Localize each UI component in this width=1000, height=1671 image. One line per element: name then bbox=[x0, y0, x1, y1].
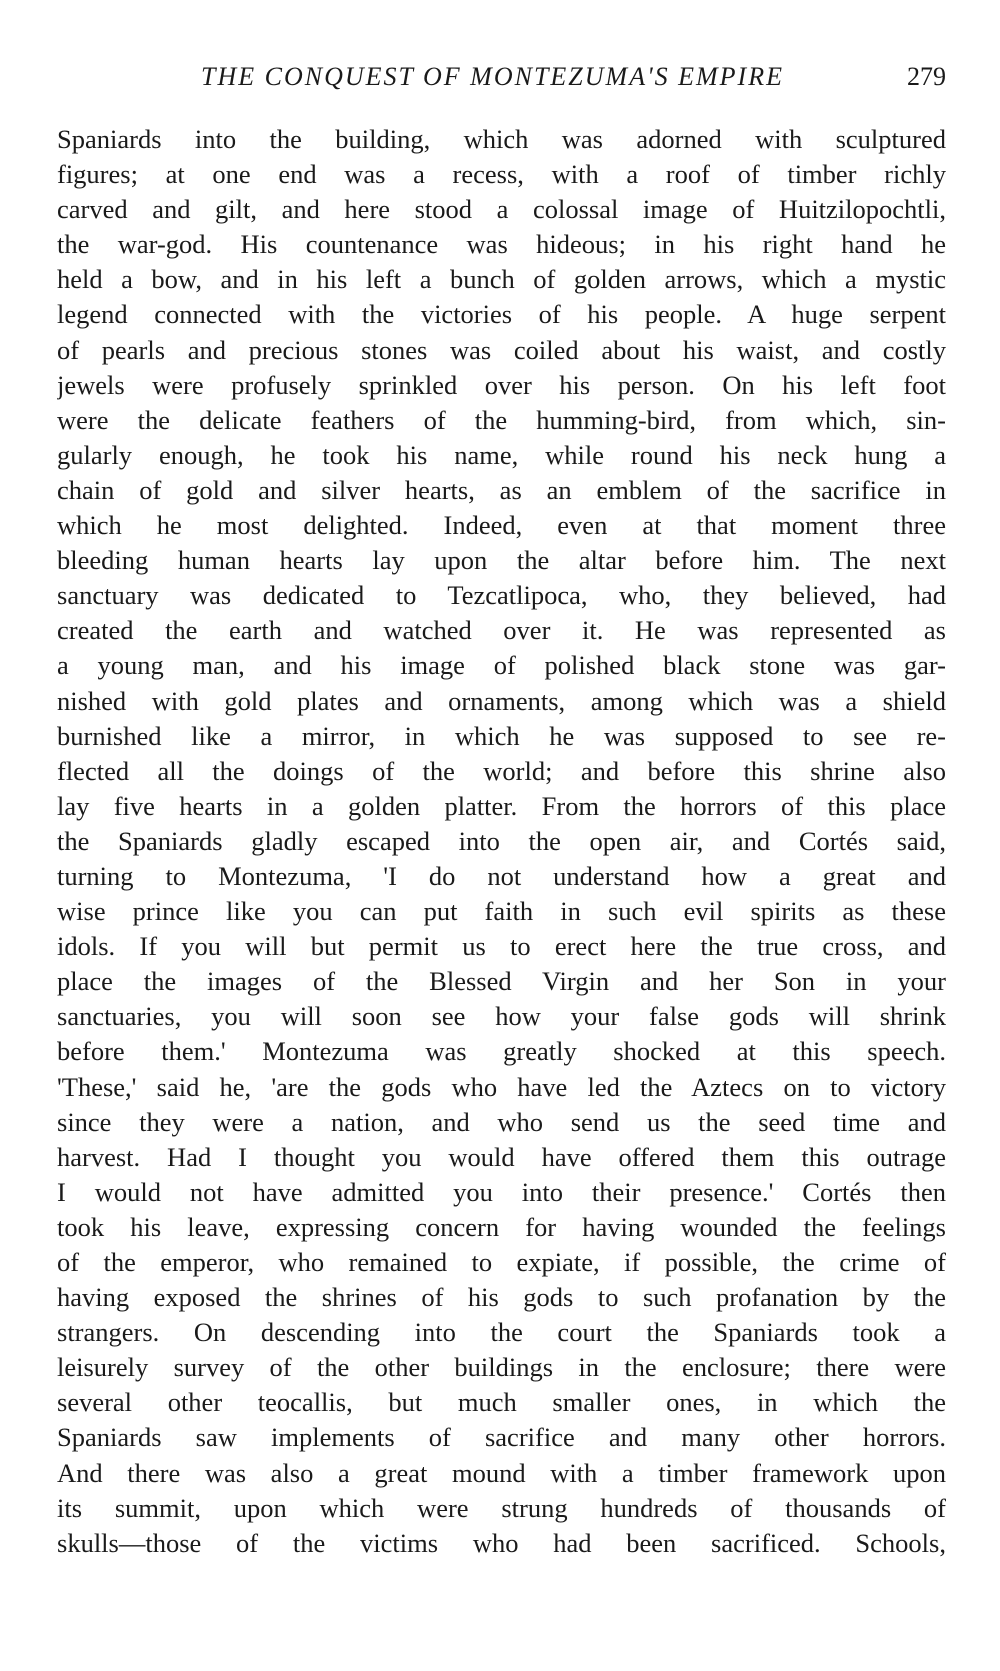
text-line: sanctuary was dedicated to Tezcatlipoca, who, they believed, had bbox=[57, 580, 946, 611]
text-line: jewels were profusely sprinkled over his person. On his left foot bbox=[57, 369, 946, 400]
text-line: leisurely survey of the other buildings in the enclosure; there were bbox=[57, 1352, 946, 1383]
text-line: the war-god. His countenance was hideous; in his right hand he bbox=[57, 229, 946, 260]
text-line: turning to Montezuma, 'I do not understand how a great and bbox=[57, 860, 946, 891]
text-line: sanctuaries, you will soon see how your false gods will shrink bbox=[57, 1001, 946, 1032]
text-line: its summit, upon which were strung hundreds of thousands of bbox=[57, 1492, 946, 1523]
text-line: place the images of the Blessed Virgin and her Son in your bbox=[57, 966, 946, 997]
text-line: having exposed the shrines of his gods to such profanation by the bbox=[57, 1282, 946, 1313]
running-title: THE CONQUEST OF MONTEZUMA'S EMPIRE bbox=[201, 62, 784, 91]
text-line: And there was also a great mound with a timber framework upon bbox=[57, 1457, 946, 1488]
text-line: harvest. Had I thought you would have offered them this outrage bbox=[57, 1141, 946, 1172]
text-line: before them.' Montezuma was greatly shocked at this speech. bbox=[57, 1036, 946, 1067]
text-line: of pearls and precious stones was coiled about his waist, and costly bbox=[57, 334, 946, 365]
text-line: gularly enough, he took his name, while round his neck hung a bbox=[57, 439, 946, 470]
text-line: bleeding human hearts lay upon the altar before him. The next bbox=[57, 545, 946, 576]
text-line: idols. If you will but permit us to erect here the true cross, and bbox=[57, 931, 946, 962]
text-line: were the delicate feathers of the humming-bird, from which, sin- bbox=[57, 404, 946, 435]
text-line: skulls—those of the victims who had been sacrificed. Schools, bbox=[57, 1527, 946, 1558]
text-line: flected all the doings of the world; and before this shrine also bbox=[57, 755, 946, 786]
text-line: 'These,' said he, 'are the gods who have led the Aztecs on to victory bbox=[57, 1071, 946, 1102]
text-line: held a bow, and in his left a bunch of golden arrows, which a mystic bbox=[57, 264, 946, 295]
text-line: strangers. On descending into the court the Spaniards took a bbox=[57, 1317, 946, 1348]
text-line: since they were a nation, and who send us the seed time and bbox=[57, 1106, 946, 1137]
text-line: chain of gold and silver hearts, as an emblem of the sacrifice in bbox=[57, 474, 946, 505]
running-head bbox=[94, 62, 946, 102]
page-number: 279 bbox=[907, 62, 946, 91]
body-text bbox=[57, 122, 946, 1561]
text-line: lay five hearts in a golden platter. From the horrors of this place bbox=[57, 790, 946, 821]
text-line: legend connected with the victories of his people. A huge serpent bbox=[57, 299, 946, 330]
text-line: a young man, and his image of polished black stone was gar- bbox=[57, 650, 946, 681]
text-line: of the emperor, who remained to expiate, if possible, the crime of bbox=[57, 1247, 946, 1277]
text-line: Spaniards into the building, which was adorned with sculptured bbox=[57, 124, 946, 154]
text-line: burnished like a mirror, in which he was supposed to see re- bbox=[57, 720, 946, 751]
text-line: which he most delighted. Indeed, even at that moment three bbox=[57, 510, 946, 541]
text-line: wise prince like you can put faith in such evil spirits as these bbox=[57, 896, 946, 927]
text-line: figures; at one end was a recess, with a roof of timber richly bbox=[57, 159, 946, 190]
text-line: Spaniards saw implements of sacrifice and many other horrors. bbox=[57, 1422, 946, 1453]
text-line: I would not have admitted you into their presence.' Cortés then bbox=[57, 1176, 946, 1207]
text-line: took his leave, expressing concern for having wounded the feelings bbox=[57, 1211, 946, 1242]
text-line: carved and gilt, and here stood a colossal image of Huitzilopochtli, bbox=[57, 194, 946, 225]
text-line: the Spaniards gladly escaped into the open air, and Cortés said, bbox=[57, 825, 946, 856]
text-line: nished with gold plates and ornaments, among which was a shield bbox=[57, 685, 946, 716]
text-line: created the earth and watched over it. He was represented as bbox=[57, 615, 946, 646]
text-line: several other teocallis, but much smaller ones, in which the bbox=[57, 1387, 946, 1418]
